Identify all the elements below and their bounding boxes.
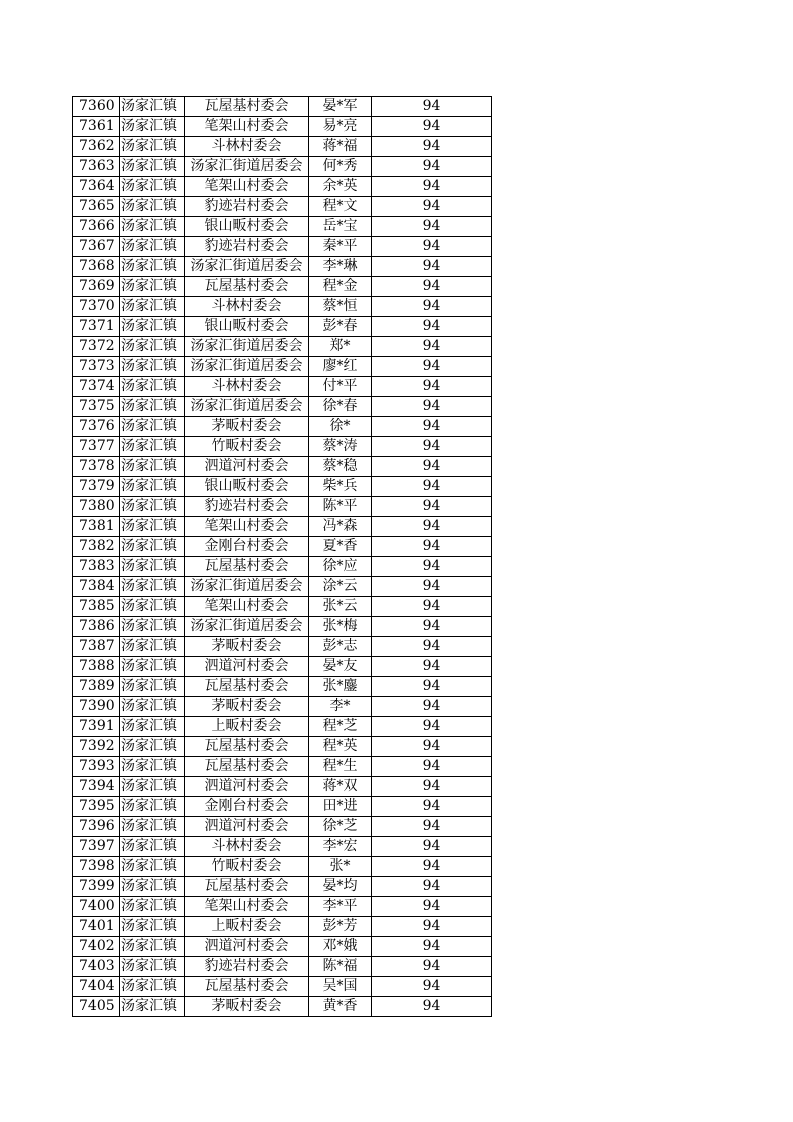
row-id-cell: 7380 xyxy=(73,497,120,517)
village-cell: 泗道河村委会 xyxy=(185,817,309,837)
name-cell: 徐*芝 xyxy=(309,817,372,837)
table-body xyxy=(73,97,492,1017)
row-id-cell: 7387 xyxy=(73,637,120,657)
village-cell: 笔架山村委会 xyxy=(185,517,309,537)
row-id-cell: 7364 xyxy=(73,177,120,197)
row-id-cell: 7367 xyxy=(73,237,120,257)
row-id-cell: 7383 xyxy=(73,557,120,577)
score-cell: 94 xyxy=(372,957,492,977)
score-cell: 94 xyxy=(372,417,492,437)
town-cell: 汤家汇镇 xyxy=(120,957,185,977)
village-cell: 瓦屋基村委会 xyxy=(185,737,309,757)
name-cell: 程*生 xyxy=(309,757,372,777)
town-cell: 汤家汇镇 xyxy=(120,337,185,357)
name-cell: 徐*应 xyxy=(309,557,372,577)
village-cell: 豹迹岩村委会 xyxy=(185,497,309,517)
score-cell: 94 xyxy=(372,237,492,257)
village-cell: 豹迹岩村委会 xyxy=(185,957,309,977)
table-row xyxy=(73,377,492,397)
name-cell: 陈*平 xyxy=(309,497,372,517)
table-row xyxy=(73,477,492,497)
village-cell: 斗林村委会 xyxy=(185,377,309,397)
score-cell: 94 xyxy=(372,397,492,417)
table-row xyxy=(73,937,492,957)
score-cell: 94 xyxy=(372,817,492,837)
town-cell: 汤家汇镇 xyxy=(120,737,185,757)
table-row xyxy=(73,917,492,937)
score-cell: 94 xyxy=(372,597,492,617)
table-row xyxy=(73,457,492,477)
name-cell: 蒋*福 xyxy=(309,137,372,157)
town-cell: 汤家汇镇 xyxy=(120,177,185,197)
row-id-cell: 7371 xyxy=(73,317,120,337)
name-cell: 晏*军 xyxy=(309,97,372,117)
name-cell: 付*平 xyxy=(309,377,372,397)
town-cell: 汤家汇镇 xyxy=(120,977,185,997)
score-cell: 94 xyxy=(372,797,492,817)
row-id-cell: 7365 xyxy=(73,197,120,217)
village-cell: 瓦屋基村委会 xyxy=(185,757,309,777)
score-cell: 94 xyxy=(372,197,492,217)
name-cell: 邓*娥 xyxy=(309,937,372,957)
village-cell: 汤家汇街道居委会 xyxy=(185,397,309,417)
score-cell: 94 xyxy=(372,677,492,697)
village-cell: 斗林村委会 xyxy=(185,837,309,857)
town-cell: 汤家汇镇 xyxy=(120,637,185,657)
name-cell: 晏*友 xyxy=(309,657,372,677)
town-cell: 汤家汇镇 xyxy=(120,777,185,797)
row-id-cell: 7373 xyxy=(73,357,120,377)
row-id-cell: 7378 xyxy=(73,457,120,477)
name-cell: 何*秀 xyxy=(309,157,372,177)
row-id-cell: 7386 xyxy=(73,617,120,637)
table-row xyxy=(73,317,492,337)
name-cell: 彭*芳 xyxy=(309,917,372,937)
village-cell: 豹迹岩村委会 xyxy=(185,237,309,257)
name-cell: 蔡*涛 xyxy=(309,437,372,457)
name-cell: 田*进 xyxy=(309,797,372,817)
name-cell: 程*文 xyxy=(309,197,372,217)
score-cell: 94 xyxy=(372,857,492,877)
table-row xyxy=(73,797,492,817)
village-cell: 汤家汇街道居委会 xyxy=(185,337,309,357)
name-cell: 张*梅 xyxy=(309,617,372,637)
village-cell: 汤家汇街道居委会 xyxy=(185,157,309,177)
town-cell: 汤家汇镇 xyxy=(120,237,185,257)
score-cell: 94 xyxy=(372,537,492,557)
table-row xyxy=(73,497,492,517)
score-cell: 94 xyxy=(372,437,492,457)
score-cell: 94 xyxy=(372,457,492,477)
row-id-cell: 7368 xyxy=(73,257,120,277)
table-row xyxy=(73,897,492,917)
table-row xyxy=(73,197,492,217)
row-id-cell: 7391 xyxy=(73,717,120,737)
village-cell: 笔架山村委会 xyxy=(185,117,309,137)
village-cell: 瓦屋基村委会 xyxy=(185,877,309,897)
village-cell: 泗道河村委会 xyxy=(185,657,309,677)
town-cell: 汤家汇镇 xyxy=(120,937,185,957)
town-cell: 汤家汇镇 xyxy=(120,277,185,297)
row-id-cell: 7384 xyxy=(73,577,120,597)
town-cell: 汤家汇镇 xyxy=(120,317,185,337)
town-cell: 汤家汇镇 xyxy=(120,377,185,397)
name-cell: 吴*国 xyxy=(309,977,372,997)
village-cell: 金刚台村委会 xyxy=(185,797,309,817)
row-id-cell: 7389 xyxy=(73,677,120,697)
village-cell: 竹畈村委会 xyxy=(185,437,309,457)
row-id-cell: 7393 xyxy=(73,757,120,777)
score-cell: 94 xyxy=(372,637,492,657)
table-row xyxy=(73,577,492,597)
table-row xyxy=(73,217,492,237)
name-cell: 徐* xyxy=(309,417,372,437)
score-cell: 94 xyxy=(372,497,492,517)
row-id-cell: 7402 xyxy=(73,937,120,957)
town-cell: 汤家汇镇 xyxy=(120,877,185,897)
village-cell: 银山畈村委会 xyxy=(185,217,309,237)
data-table xyxy=(72,96,492,1017)
row-id-cell: 7362 xyxy=(73,137,120,157)
village-cell: 竹畈村委会 xyxy=(185,857,309,877)
score-cell: 94 xyxy=(372,717,492,737)
table-row xyxy=(73,817,492,837)
town-cell: 汤家汇镇 xyxy=(120,597,185,617)
table-row xyxy=(73,417,492,437)
name-cell: 黄*香 xyxy=(309,997,372,1017)
town-cell: 汤家汇镇 xyxy=(120,217,185,237)
row-id-cell: 7375 xyxy=(73,397,120,417)
town-cell: 汤家汇镇 xyxy=(120,657,185,677)
name-cell: 彭*志 xyxy=(309,637,372,657)
town-cell: 汤家汇镇 xyxy=(120,557,185,577)
name-cell: 余*英 xyxy=(309,177,372,197)
score-cell: 94 xyxy=(372,997,492,1017)
row-id-cell: 7377 xyxy=(73,437,120,457)
table-row xyxy=(73,657,492,677)
score-cell: 94 xyxy=(372,517,492,537)
town-cell: 汤家汇镇 xyxy=(120,757,185,777)
town-cell: 汤家汇镇 xyxy=(120,117,185,137)
score-cell: 94 xyxy=(372,757,492,777)
name-cell: 李*宏 xyxy=(309,837,372,857)
town-cell: 汤家汇镇 xyxy=(120,497,185,517)
table-row xyxy=(73,617,492,637)
table-row xyxy=(73,597,492,617)
table-row xyxy=(73,777,492,797)
town-cell: 汤家汇镇 xyxy=(120,157,185,177)
name-cell: 柴*兵 xyxy=(309,477,372,497)
name-cell: 郑* xyxy=(309,337,372,357)
table-row xyxy=(73,297,492,317)
table-row xyxy=(73,397,492,417)
town-cell: 汤家汇镇 xyxy=(120,517,185,537)
table-row xyxy=(73,137,492,157)
row-id-cell: 7366 xyxy=(73,217,120,237)
town-cell: 汤家汇镇 xyxy=(120,797,185,817)
score-cell: 94 xyxy=(372,617,492,637)
name-cell: 秦*平 xyxy=(309,237,372,257)
town-cell: 汤家汇镇 xyxy=(120,917,185,937)
row-id-cell: 7361 xyxy=(73,117,120,137)
score-cell: 94 xyxy=(372,217,492,237)
table-row xyxy=(73,517,492,537)
score-cell: 94 xyxy=(372,837,492,857)
town-cell: 汤家汇镇 xyxy=(120,857,185,877)
row-id-cell: 7381 xyxy=(73,517,120,537)
name-cell: 李* xyxy=(309,697,372,717)
table-row xyxy=(73,557,492,577)
village-cell: 瓦屋基村委会 xyxy=(185,677,309,697)
name-cell: 程*英 xyxy=(309,737,372,757)
table-row xyxy=(73,357,492,377)
score-cell: 94 xyxy=(372,977,492,997)
name-cell: 蔡*稳 xyxy=(309,457,372,477)
row-id-cell: 7369 xyxy=(73,277,120,297)
score-cell: 94 xyxy=(372,737,492,757)
name-cell: 彭*春 xyxy=(309,317,372,337)
village-cell: 笔架山村委会 xyxy=(185,897,309,917)
table-row xyxy=(73,437,492,457)
row-id-cell: 7401 xyxy=(73,917,120,937)
village-cell: 上畈村委会 xyxy=(185,917,309,937)
score-cell: 94 xyxy=(372,697,492,717)
table-row xyxy=(73,237,492,257)
town-cell: 汤家汇镇 xyxy=(120,717,185,737)
town-cell: 汤家汇镇 xyxy=(120,477,185,497)
village-cell: 瓦屋基村委会 xyxy=(185,97,309,117)
table-row xyxy=(73,977,492,997)
village-cell: 笔架山村委会 xyxy=(185,597,309,617)
name-cell: 程*金 xyxy=(309,277,372,297)
town-cell: 汤家汇镇 xyxy=(120,817,185,837)
score-cell: 94 xyxy=(372,937,492,957)
table-row xyxy=(73,957,492,977)
score-cell: 94 xyxy=(372,117,492,137)
name-cell: 张* xyxy=(309,857,372,877)
village-cell: 银山畈村委会 xyxy=(185,317,309,337)
name-cell: 陈*福 xyxy=(309,957,372,977)
score-cell: 94 xyxy=(372,277,492,297)
village-cell: 斗林村委会 xyxy=(185,137,309,157)
village-cell: 茅畈村委会 xyxy=(185,697,309,717)
village-cell: 银山畈村委会 xyxy=(185,477,309,497)
village-cell: 上畈村委会 xyxy=(185,717,309,737)
town-cell: 汤家汇镇 xyxy=(120,437,185,457)
row-id-cell: 7396 xyxy=(73,817,120,837)
name-cell: 廖*红 xyxy=(309,357,372,377)
town-cell: 汤家汇镇 xyxy=(120,617,185,637)
row-id-cell: 7400 xyxy=(73,897,120,917)
score-cell: 94 xyxy=(372,877,492,897)
village-cell: 瓦屋基村委会 xyxy=(185,977,309,997)
village-cell: 泗道河村委会 xyxy=(185,937,309,957)
town-cell: 汤家汇镇 xyxy=(120,137,185,157)
row-id-cell: 7388 xyxy=(73,657,120,677)
row-id-cell: 7382 xyxy=(73,537,120,557)
name-cell: 张*云 xyxy=(309,597,372,617)
table-row xyxy=(73,677,492,697)
table-row xyxy=(73,837,492,857)
table-row xyxy=(73,97,492,117)
table-row xyxy=(73,717,492,737)
name-cell: 李*平 xyxy=(309,897,372,917)
table-row xyxy=(73,177,492,197)
row-id-cell: 7385 xyxy=(73,597,120,617)
score-cell: 94 xyxy=(372,137,492,157)
town-cell: 汤家汇镇 xyxy=(120,257,185,277)
row-id-cell: 7360 xyxy=(73,97,120,117)
row-id-cell: 7372 xyxy=(73,337,120,357)
name-cell: 张*鏖 xyxy=(309,677,372,697)
name-cell: 晏*均 xyxy=(309,877,372,897)
name-cell: 夏*香 xyxy=(309,537,372,557)
table-row xyxy=(73,877,492,897)
score-cell: 94 xyxy=(372,377,492,397)
table-row xyxy=(73,757,492,777)
town-cell: 汤家汇镇 xyxy=(120,417,185,437)
row-id-cell: 7395 xyxy=(73,797,120,817)
town-cell: 汤家汇镇 xyxy=(120,697,185,717)
village-cell: 茅畈村委会 xyxy=(185,637,309,657)
village-cell: 金刚台村委会 xyxy=(185,537,309,557)
village-cell: 茅畈村委会 xyxy=(185,417,309,437)
score-cell: 94 xyxy=(372,357,492,377)
table-row xyxy=(73,637,492,657)
table-row xyxy=(73,537,492,557)
village-cell: 泗道河村委会 xyxy=(185,457,309,477)
name-cell: 涂*云 xyxy=(309,577,372,597)
name-cell: 蔡*恒 xyxy=(309,297,372,317)
score-cell: 94 xyxy=(372,317,492,337)
name-cell: 岳*宝 xyxy=(309,217,372,237)
row-id-cell: 7398 xyxy=(73,857,120,877)
village-cell: 汤家汇街道居委会 xyxy=(185,257,309,277)
score-cell: 94 xyxy=(372,257,492,277)
score-cell: 94 xyxy=(372,177,492,197)
table-row xyxy=(73,157,492,177)
name-cell: 冯*森 xyxy=(309,517,372,537)
village-cell: 笔架山村委会 xyxy=(185,177,309,197)
table-row xyxy=(73,257,492,277)
table-row xyxy=(73,737,492,757)
row-id-cell: 7379 xyxy=(73,477,120,497)
row-id-cell: 7376 xyxy=(73,417,120,437)
row-id-cell: 7392 xyxy=(73,737,120,757)
score-cell: 94 xyxy=(372,337,492,357)
town-cell: 汤家汇镇 xyxy=(120,397,185,417)
table-row xyxy=(73,997,492,1017)
town-cell: 汤家汇镇 xyxy=(120,297,185,317)
score-cell: 94 xyxy=(372,557,492,577)
table-row xyxy=(73,857,492,877)
town-cell: 汤家汇镇 xyxy=(120,537,185,557)
table-row xyxy=(73,117,492,137)
name-cell: 易*亮 xyxy=(309,117,372,137)
town-cell: 汤家汇镇 xyxy=(120,997,185,1017)
name-cell: 程*芝 xyxy=(309,717,372,737)
row-id-cell: 7403 xyxy=(73,957,120,977)
row-id-cell: 7390 xyxy=(73,697,120,717)
village-cell: 汤家汇街道居委会 xyxy=(185,577,309,597)
score-cell: 94 xyxy=(372,917,492,937)
score-cell: 94 xyxy=(372,297,492,317)
town-cell: 汤家汇镇 xyxy=(120,97,185,117)
table-row xyxy=(73,697,492,717)
town-cell: 汤家汇镇 xyxy=(120,577,185,597)
score-cell: 94 xyxy=(372,97,492,117)
village-cell: 瓦屋基村委会 xyxy=(185,557,309,577)
town-cell: 汤家汇镇 xyxy=(120,677,185,697)
name-cell: 蒋*双 xyxy=(309,777,372,797)
village-cell: 豹迹岩村委会 xyxy=(185,197,309,217)
row-id-cell: 7404 xyxy=(73,977,120,997)
village-cell: 汤家汇街道居委会 xyxy=(185,617,309,637)
row-id-cell: 7397 xyxy=(73,837,120,857)
score-cell: 94 xyxy=(372,157,492,177)
row-id-cell: 7370 xyxy=(73,297,120,317)
score-cell: 94 xyxy=(372,897,492,917)
table-row xyxy=(73,337,492,357)
village-cell: 斗林村委会 xyxy=(185,297,309,317)
village-cell: 泗道河村委会 xyxy=(185,777,309,797)
town-cell: 汤家汇镇 xyxy=(120,457,185,477)
table-row xyxy=(73,277,492,297)
town-cell: 汤家汇镇 xyxy=(120,837,185,857)
village-cell: 茅畈村委会 xyxy=(185,997,309,1017)
row-id-cell: 7405 xyxy=(73,997,120,1017)
town-cell: 汤家汇镇 xyxy=(120,357,185,377)
score-cell: 94 xyxy=(372,477,492,497)
score-cell: 94 xyxy=(372,657,492,677)
name-cell: 徐*春 xyxy=(309,397,372,417)
row-id-cell: 7394 xyxy=(73,777,120,797)
town-cell: 汤家汇镇 xyxy=(120,897,185,917)
town-cell: 汤家汇镇 xyxy=(120,197,185,217)
row-id-cell: 7399 xyxy=(73,877,120,897)
name-cell: 李*琳 xyxy=(309,257,372,277)
village-cell: 汤家汇街道居委会 xyxy=(185,357,309,377)
score-cell: 94 xyxy=(372,777,492,797)
village-cell: 瓦屋基村委会 xyxy=(185,277,309,297)
score-cell: 94 xyxy=(372,577,492,597)
row-id-cell: 7363 xyxy=(73,157,120,177)
row-id-cell: 7374 xyxy=(73,377,120,397)
